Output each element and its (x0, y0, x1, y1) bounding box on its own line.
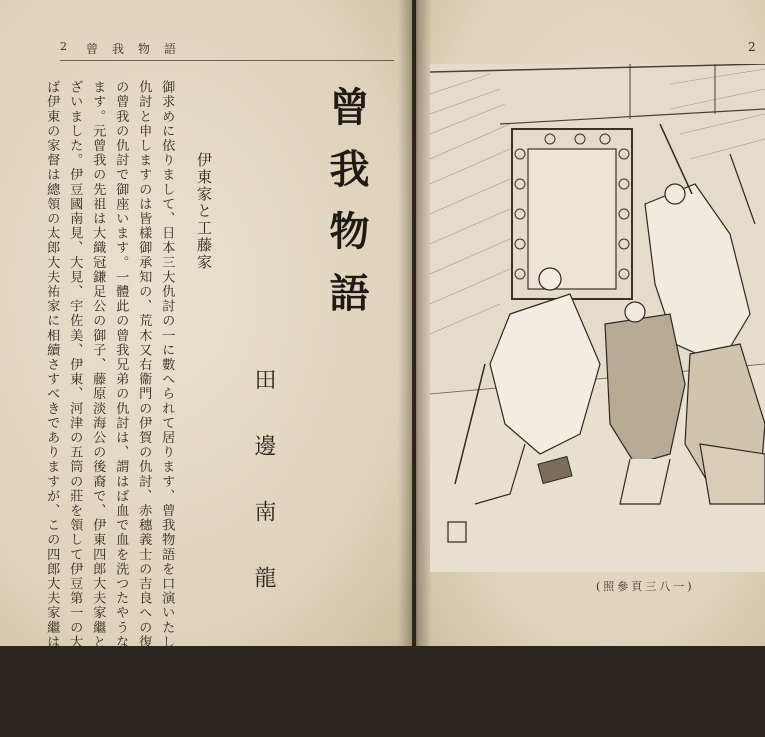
body-column: ざいました。伊豆國南見、大見、宇佐美、伊東、河津の五筒の莊を領して伊豆第一の大家、普通なら (67, 80, 83, 737)
book-title: 曾我物語 (323, 86, 370, 334)
book-gutter (398, 0, 432, 646)
body-column: ば伊東の家督は總領の太郎大夫祐家に相續さすべきでありますが、この四郎大夫家繼は、心得違ひに (44, 80, 60, 737)
running-head: 曾我物語 (86, 42, 191, 56)
right-page-number: 2 (748, 40, 756, 54)
illustration-caption: (照參頁三八一) (596, 580, 695, 593)
body-column: 御求めに依りまして、日本三大仇討の一に數へられて居ります、曾我物語を口演いたします。三大 (159, 80, 175, 723)
left-page-number: 2 (60, 40, 67, 53)
author-name: 田邊南龍 (251, 368, 276, 632)
section-heading: 伊東家と工藤家 (195, 152, 213, 271)
header-rule (60, 60, 394, 61)
body-column: の曾我の仇討で御座います。一體此の曾我兄弟の仇討は、謂はば血で血を洗つたやうなもので御座い (113, 80, 129, 737)
body-column: ます。元曾我の先祖は大織冠鎌足公の御子、藤原淡海公の後裔で、伊東四郎大夫家繼といふがご (90, 80, 106, 708)
body-column: 仇討と申しますのは皆樣御承知の、荒木又右衞門の伊賀の仇討、赤穗義士の吉良への復讐、それにこ (136, 80, 152, 737)
sword-fight-illustration (430, 64, 765, 572)
